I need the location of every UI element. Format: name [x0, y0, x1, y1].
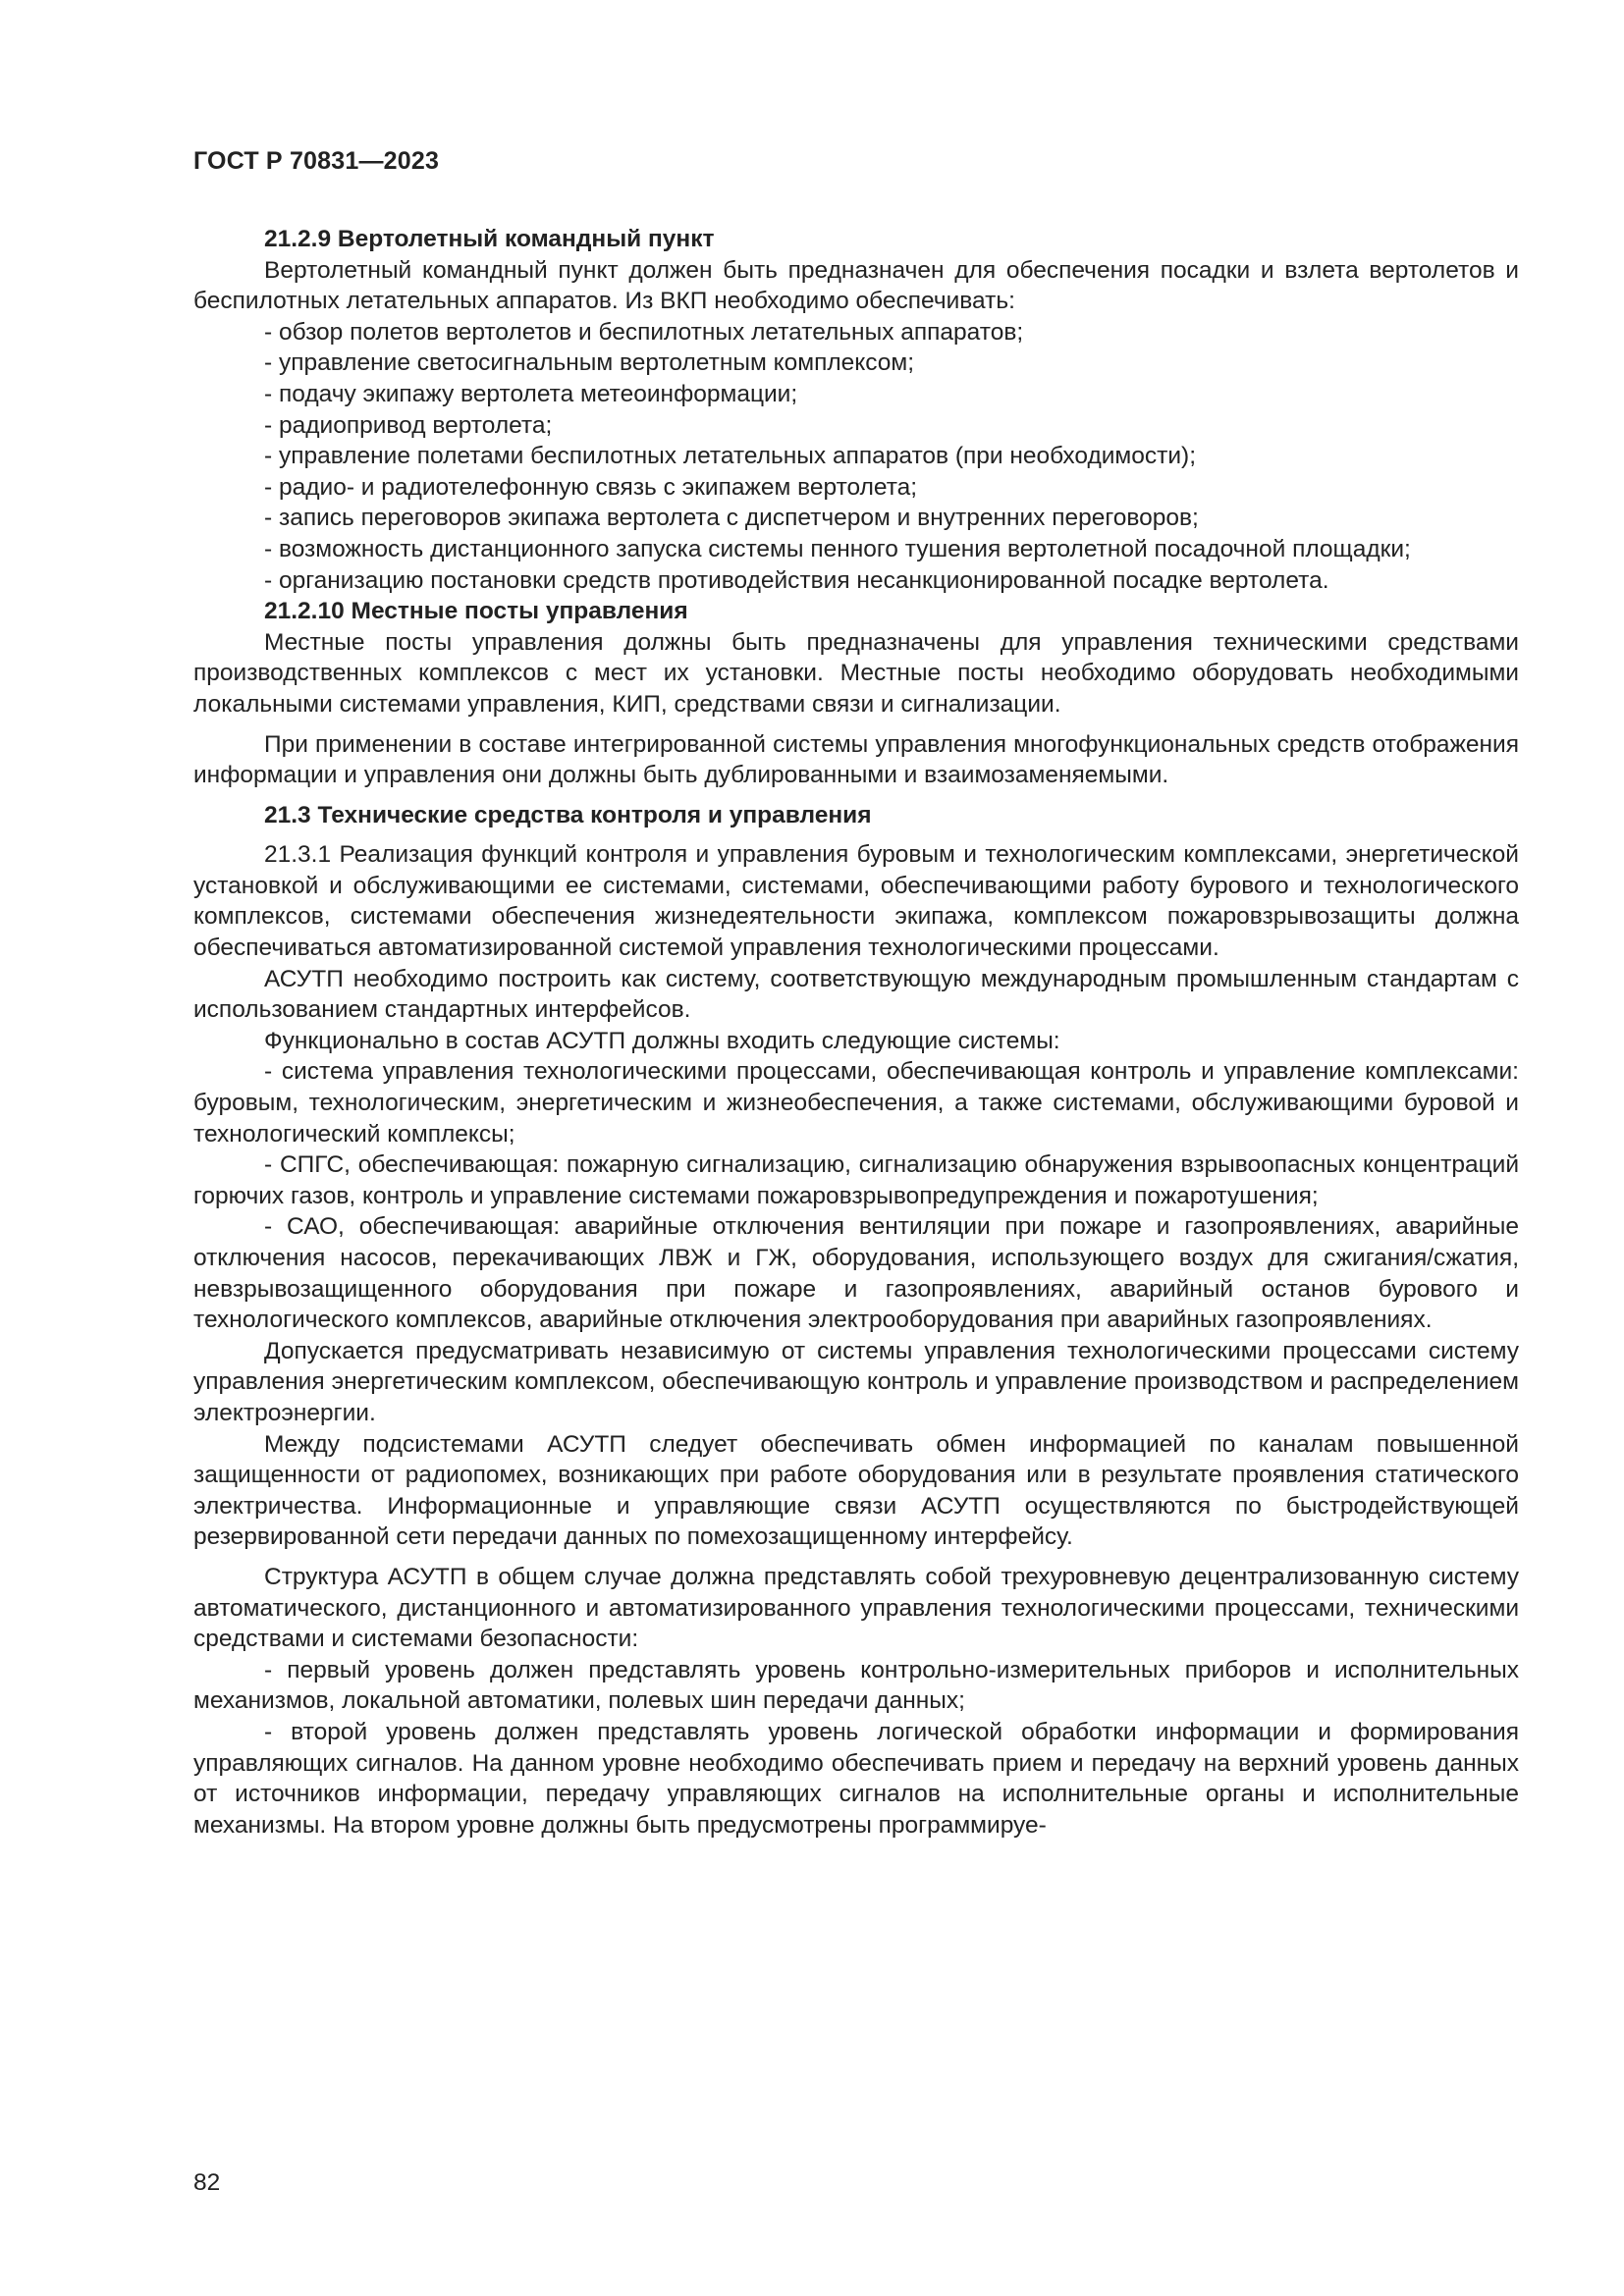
list-item: - радио- и радиотелефонную связь с экипажем вертолета;: [264, 473, 918, 501]
paragraph: Структура АСУТП в общем случае должна представлять собой трехуровневую децентрализованную систему автоматического, дистанционного и автоматизированного управления технологическими процессами, техническими средствами и системами безопасности:: [193, 1563, 1519, 1653]
list-item: - второй уровень должен представлять уровень логической обработки информации и формирования управляющих сигналов. На данном уровне необходимо обеспечивать прием и передачу на верхний уровень данных от источников информации, передачу управляющих сигналов на исполнительные органы и исполнительные механизмы. На втором уровне должны быть предусмотрены программируе-: [193, 1718, 1519, 1839]
section-heading-21-2-9: 21.2.9 Вертолетный командный пункт: [264, 226, 715, 252]
paragraph: 21.3.1 Реализация функций контроля и управления буровым и технологическим комплексами, энергетической установкой и обслуживающими ее системами, системами, обеспечивающими работу бурового и технологического комплексов, системами обеспечения жизнедеятельности экипажа, комплексом пожаровзрывозащиты должна обеспечиваться автоматизированной системой управления технологическими процессами.: [193, 841, 1519, 962]
paragraph: Допускается предусматривать независимую от системы управления технологическими процессами систему управления энергетическим комплексом, обеспечивающую контроль и управление производством и распределением электроэнергии.: [193, 1337, 1519, 1426]
paragraph: Местные посты управления должны быть предназначены для управления техническими средствами производственных комплексов с мест их установки. Местные посты необходимо оборудовать необходимыми локальными системами управления, КИП, средствами связи и сигнализации.: [193, 628, 1519, 718]
paragraph: Между подсистемами АСУТП следует обеспечивать обмен информацией по каналам повышенной защищенности от радиопомех, возникающих при работе оборудования или в результате проявления статического электричества. Информационные и управляющие связи АСУТП осуществляются по быстродействующей резервированной сети передачи данных по помехозащищенному интерфейсу.: [193, 1430, 1519, 1551]
list-item: - система управления технологическими процессами, обеспечивающая контроль и управление комплексами: буровым, технологическим, энергетическим и жизнеобеспечения, а также системами, обслуживающими буровой и технологический комплексы;: [193, 1058, 1519, 1148]
section-heading-21-2-10: 21.2.10 Местные посты управления: [264, 598, 688, 625]
paragraph: Функционально в состав АСУТП должны входить следующие системы:: [264, 1027, 1060, 1054]
paragraph: При применении в составе интегрированной системы управления многофункциональных средств отображения информации и управления они должны быть дублированными и взаимозаменяемыми.: [193, 730, 1519, 789]
list-item: - подачу экипажу вертолета метеоинформации;: [264, 380, 798, 407]
list-item: - САО, обеспечивающая: аварийные отключения вентиляции при пожаре и газопроявлениях, аварийные отключения насосов, перекачивающих ЛВЖ и ГЖ, оборудования, использующего воздух для сжигания/сжатия, невзрывозащищенного оборудования при пожаре и газопроявлениях, аварийный останов бурового и технологического комплексов, аварийные отключения электрооборудования при аварийных газопроявлениях.: [193, 1213, 1519, 1334]
paragraph: АСУТП необходимо построить как систему, соответствующую международным промышленным стандартам с использованием стандартных интерфейсов.: [193, 965, 1519, 1024]
page-number: 82: [193, 2169, 221, 2196]
paragraph: Вертолетный командный пункт должен быть предназначен для обеспечения посадки и взлета вертолетов и беспилотных летательных аппаратов. Из ВКП необходимо обеспечивать:: [193, 256, 1519, 315]
section-heading-21-3: 21.3 Технические средства контроля и управления: [264, 801, 872, 828]
list-item: - управление светосигнальным вертолетным комплексом;: [264, 349, 915, 377]
list-item: - организацию постановки средств противодействия несанкционированной посадке вертолета.: [264, 566, 1329, 594]
document-id-header: ГОСТ Р 70831—2023: [193, 147, 440, 175]
list-item: - обзор полетов вертолетов и беспилотных летательных аппаратов;: [264, 318, 1024, 346]
list-item: - СПГС, обеспечивающая: пожарную сигнализацию, сигнализацию обнаружения взрывоопасных концентраций горючих газов, контроль и управление системами пожаровзрывопредупреждения и пожаротушения;: [193, 1151, 1519, 1209]
list-item: - управление полетами беспилотных летательных аппаратов (при необходимости);: [264, 443, 1197, 470]
list-item: - первый уровень должен представлять уровень контрольно-измерительных приборов и исполнительных механизмов, локальной автоматики, полевых шин передачи данных;: [193, 1656, 1519, 1715]
list-item: - возможность дистанционного запуска системы пенного тушения вертолетной посадочной площадки;: [264, 535, 1411, 562]
list-item: - радиопривод вертолета;: [264, 411, 553, 439]
document-body: [193, 224, 1519, 1841]
list-item: - запись переговоров экипажа вертолета с диспетчером и внутренних переговоров;: [264, 505, 1199, 532]
